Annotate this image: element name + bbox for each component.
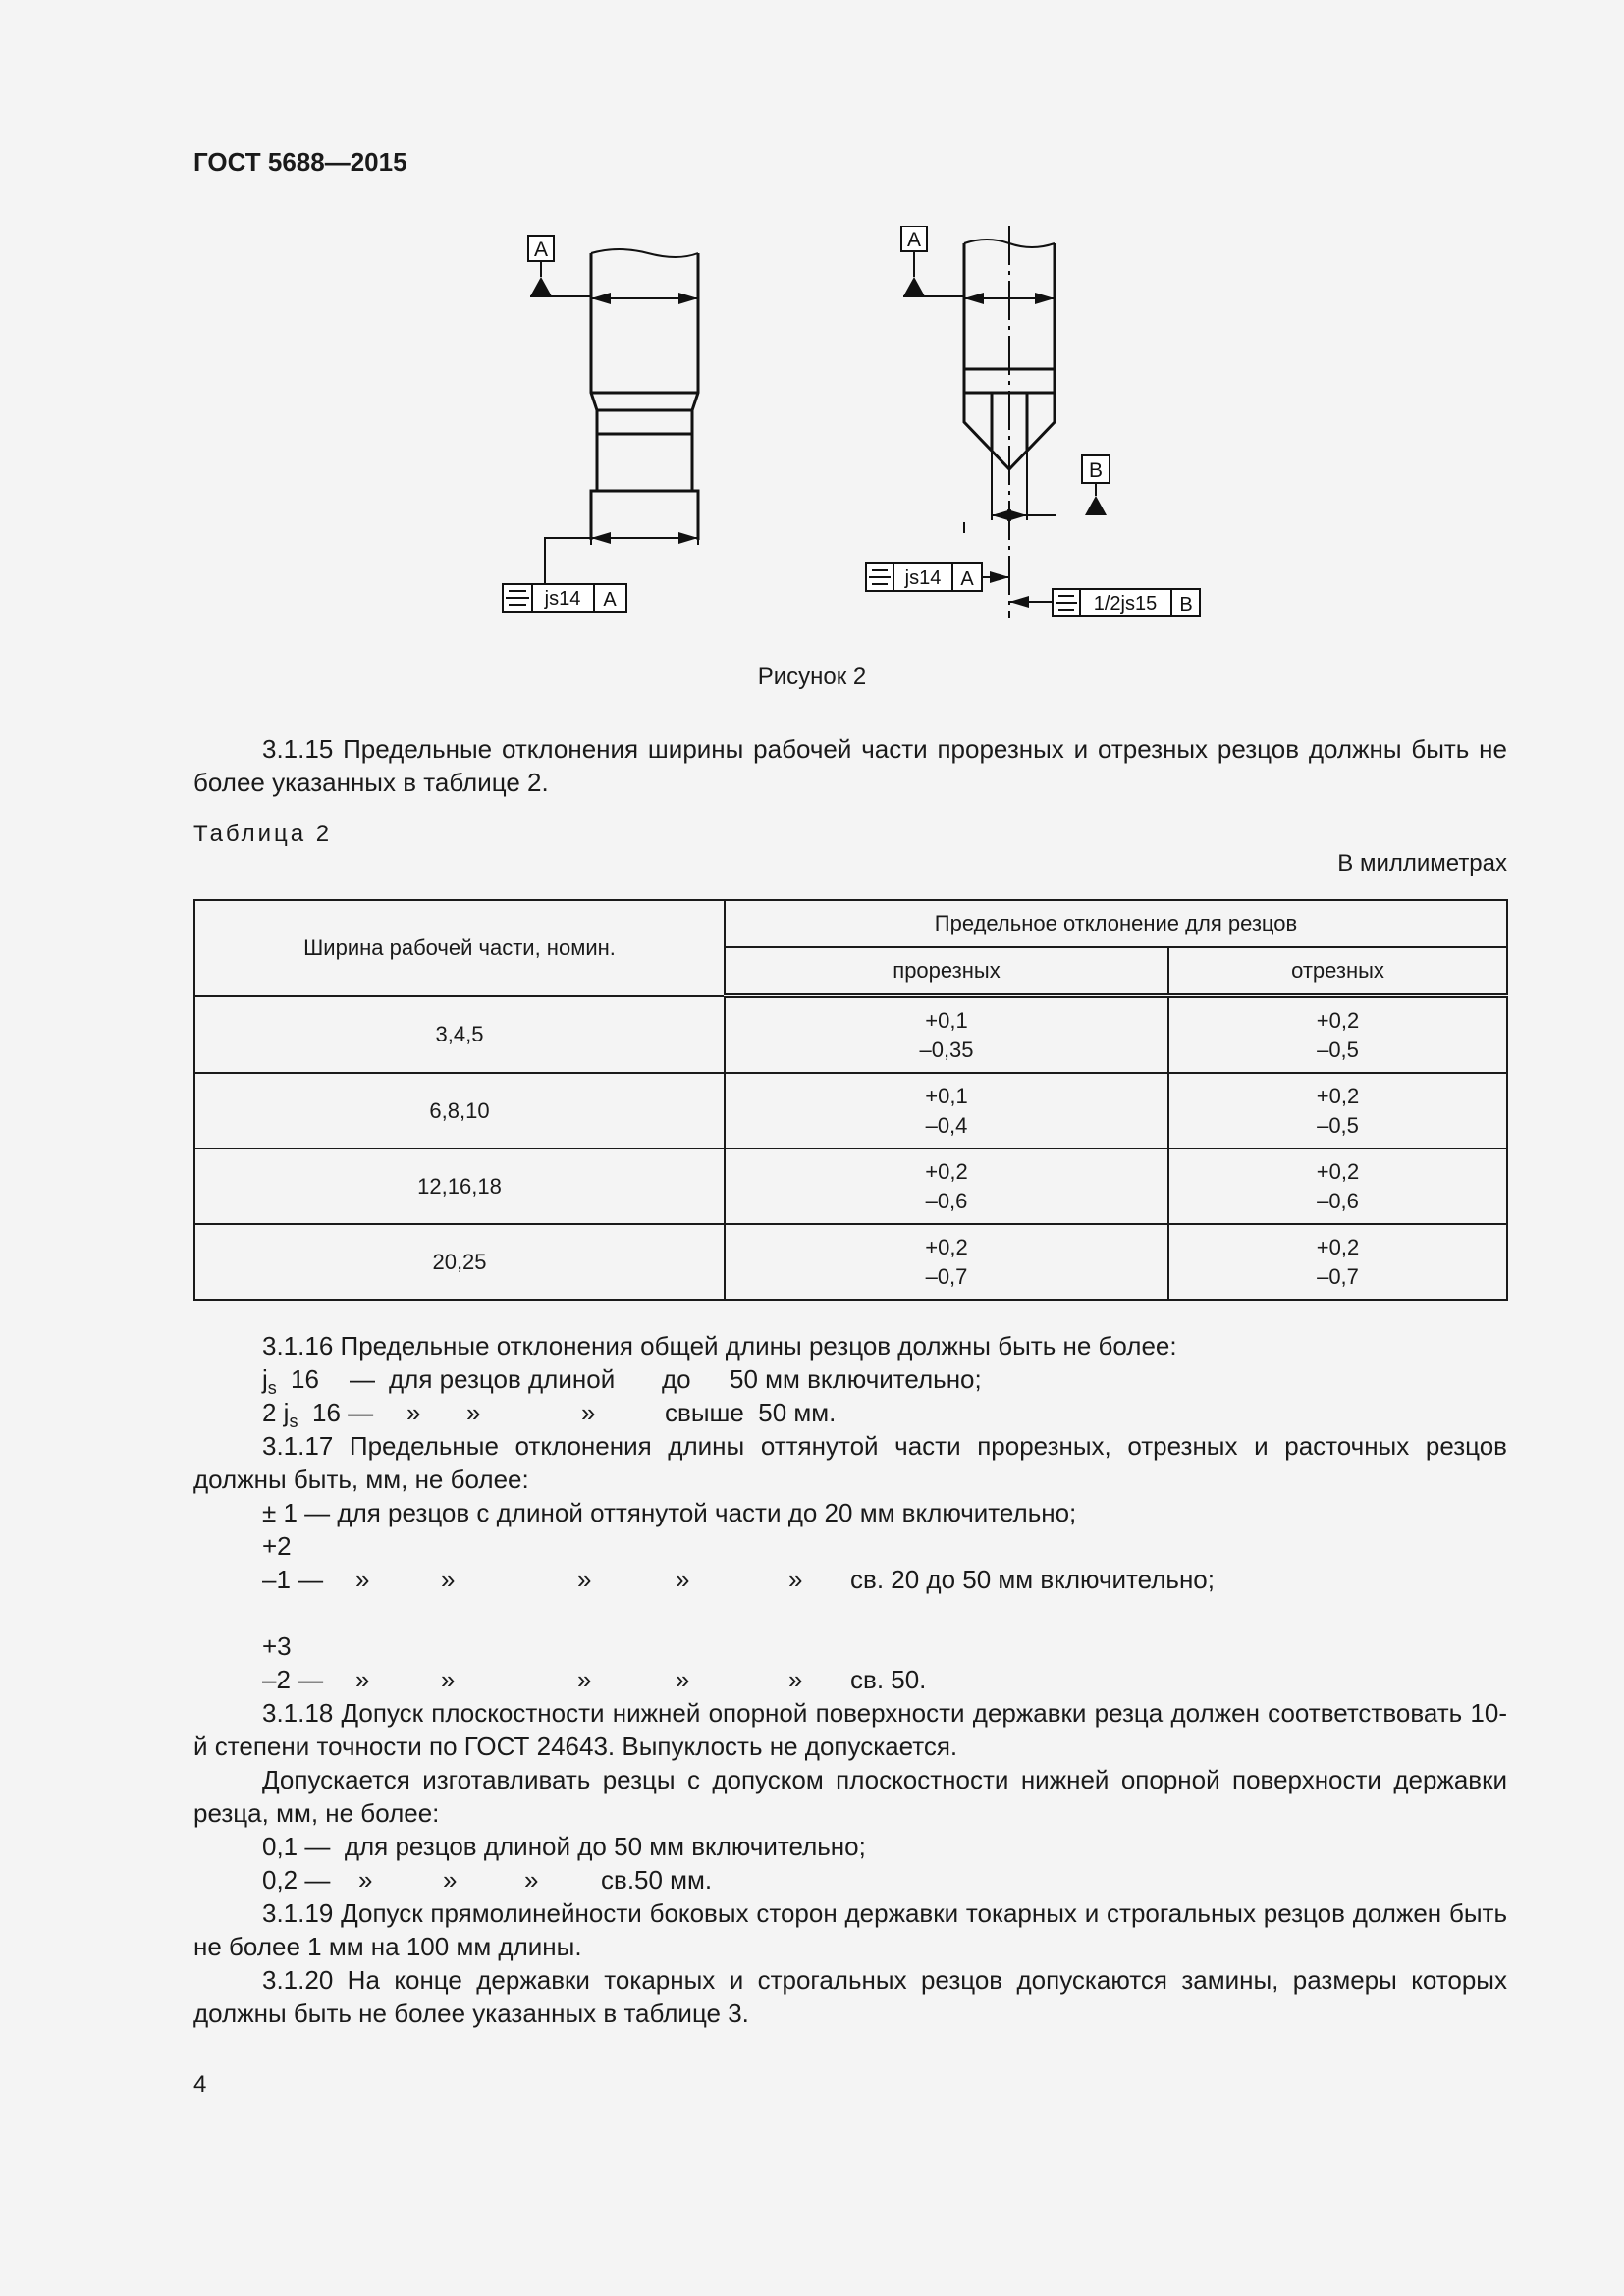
l3-plus: +3 <box>262 1631 292 1661</box>
cell-slot-upper: +0,1 <box>925 1083 968 1108</box>
js2-symbol: 2 j <box>262 1398 290 1427</box>
ditto-mark: » <box>676 1665 690 1694</box>
para-3-1-17-intro: 3.1.17 Предельные отклонения длины оттянутой части прорезных, отрезных и расточных резцов должны быть, мм, не более: <box>193 1431 1507 1494</box>
right-datum-b <box>1082 455 1110 515</box>
col-header-group: Предельное отклонение для резцов <box>725 900 1507 947</box>
datum-a-label: А <box>533 239 549 261</box>
line1-text: для резцов длиной <box>389 1364 616 1394</box>
right-tolerance-frame-2 <box>1009 589 1200 616</box>
ditto-mark: » <box>524 1865 539 1895</box>
cell-cut-upper: +0,2 <box>1316 1234 1360 1259</box>
ditto-mark: » <box>443 1865 458 1895</box>
figure-caption: Рисунок 2 <box>757 664 867 690</box>
para-3-1-18-allow: Допускается изготавливать резцы с допуском плоскостности нижней опорной поверхности державки резца, мм, не более: <box>193 1765 1507 1828</box>
left-tol-ref: А <box>603 589 617 611</box>
datum-b-label: В <box>1088 459 1104 482</box>
l2-plus: +2 <box>262 1531 292 1561</box>
col-header-width: Ширина рабочей части, номин. <box>194 900 725 996</box>
cutter-tolerance-diagram <box>491 226 1237 638</box>
cell-width: 3,4,5 <box>194 996 725 1074</box>
table-row <box>194 996 1507 1074</box>
right-tolerance-frame-1 <box>866 563 1009 591</box>
left-tolerance-frame <box>503 584 626 612</box>
js-subscript: s <box>267 1378 277 1399</box>
l2-minus: –1 — <box>262 1565 324 1594</box>
ditto-mark: » <box>358 1865 373 1895</box>
cell-cut <box>1168 1224 1507 1300</box>
para-3-1-15: 3.1.15 Предельные отклонения ширины рабочей части прорезных и отрезных резцов должны быть не более указанных в таблице 2. <box>193 734 1507 797</box>
right-tol-value-2: 1/2js15 <box>1093 593 1158 614</box>
js-value: 16 <box>291 1364 319 1394</box>
cell-slot <box>725 1224 1168 1300</box>
ditto-mark: » <box>676 1565 690 1594</box>
l3-minus: –2 — <box>262 1665 324 1694</box>
right-cutter <box>964 226 1056 618</box>
cell-cut-lower: –0,5 <box>1317 1112 1359 1138</box>
ditto-mark: » <box>788 1565 803 1594</box>
ditto-mark: » <box>441 1565 456 1594</box>
left-datum-a <box>528 236 591 296</box>
table-2 <box>193 899 1508 1301</box>
datum-a-label-2: А <box>906 229 922 251</box>
para-3-1-20: 3.1.20 На конце державки токарных и строгальных резцов допускаются замины, размеры которых должны быть не более указанных в таблице 3. <box>193 1965 1507 2028</box>
para-3-1-19: 3.1.19 Допуск прямолинейности боковых сторон державки токарных и строгальных резцов должен быть не более 1 мм на 100 мм длины. <box>193 1898 1507 1961</box>
col-header-slot: прорезных <box>725 947 1168 996</box>
figure-2-drawing <box>491 226 1237 638</box>
line1-do: до <box>662 1364 691 1394</box>
cell-slot-upper: +0,1 <box>925 1007 968 1033</box>
cell-slot-lower: –0,6 <box>925 1188 968 1213</box>
ditto-mark: » <box>441 1665 456 1694</box>
js-symbol: j <box>262 1364 268 1394</box>
cell-slot-lower: –0,4 <box>925 1112 968 1138</box>
right-tol-ref-1: А <box>960 568 974 590</box>
cell-cut-upper: +0,2 <box>1316 1083 1360 1108</box>
ditto-mark: » <box>466 1398 481 1427</box>
para-3-1-16-intro: 3.1.16 Предельные отклонения общей длины резцов должны быть не более: <box>262 1331 1177 1361</box>
dash: — <box>350 1364 375 1394</box>
cell-width: 12,16,18 <box>194 1148 725 1224</box>
table-row <box>194 1148 1507 1224</box>
cell-cut <box>1168 1073 1507 1148</box>
js2-subscript: s <box>289 1412 298 1432</box>
ditto-mark: » <box>577 1565 592 1594</box>
left-cutter <box>545 249 698 584</box>
cell-cut <box>1168 1148 1507 1224</box>
cell-slot-lower: –0,35 <box>919 1037 974 1062</box>
para-3-1-18-line1: 0,1 — для резцов длиной до 50 мм включительно; <box>262 1832 866 1861</box>
document-header: ГОСТ 5688—2015 <box>193 147 407 177</box>
line1-end: 50 мм включительно; <box>730 1364 982 1394</box>
l2-end: св. 20 до 50 мм включительно; <box>850 1565 1215 1594</box>
cell-cut-lower: –0,5 <box>1317 1037 1359 1062</box>
cell-cut-lower: –0,6 <box>1317 1188 1359 1213</box>
table-row <box>194 1073 1507 1148</box>
ditto-mark: » <box>577 1665 592 1694</box>
para-3-1-18-line2-end: св.50 мм. <box>601 1865 713 1895</box>
ditto-mark: » <box>355 1665 370 1694</box>
cell-slot <box>725 1148 1168 1224</box>
cell-cut-upper: +0,2 <box>1316 1158 1360 1184</box>
left-tol-value: js14 <box>544 588 581 610</box>
cell-width: 20,25 <box>194 1224 725 1300</box>
cell-cut-upper: +0,2 <box>1316 1007 1360 1033</box>
js2-value: 16 — <box>312 1398 374 1427</box>
ditto-mark: » <box>355 1565 370 1594</box>
cell-cut <box>1168 996 1507 1074</box>
right-datum-a <box>901 226 964 296</box>
table-row <box>194 1224 1507 1300</box>
ditto-mark: » <box>406 1398 421 1427</box>
right-tol-value-1: js14 <box>904 567 942 589</box>
cell-cut-lower: –0,7 <box>1317 1263 1359 1289</box>
cell-slot <box>725 996 1168 1074</box>
table-units: В миллиметрах <box>1337 850 1507 877</box>
l3-end: св. 50. <box>850 1665 927 1694</box>
para-3-1-17-line1: ± 1 — для резцов с длиной оттянутой части до 20 мм включительно; <box>262 1498 1077 1527</box>
table-label: Таблица 2 <box>193 821 333 847</box>
ditto-mark: » <box>788 1665 803 1694</box>
col-header-cut: отрезных <box>1168 947 1507 996</box>
cell-slot <box>725 1073 1168 1148</box>
para-3-1-18-line2-pre: 0,2 — <box>262 1865 331 1895</box>
right-tol-ref-2: В <box>1179 594 1193 615</box>
ditto-mark: » <box>581 1398 596 1427</box>
cell-slot-upper: +0,2 <box>925 1234 968 1259</box>
cell-slot-lower: –0,7 <box>925 1263 968 1289</box>
page-number: 4 <box>193 2071 207 2098</box>
cell-width: 6,8,10 <box>194 1073 725 1148</box>
para-3-1-18: 3.1.18 Допуск плоскостности нижней опорной поверхности державки резца должен соответствовать 10-й степени точности по ГОСТ 24643. Выпуклость не допускается. <box>193 1698 1507 1761</box>
cell-slot-upper: +0,2 <box>925 1158 968 1184</box>
line2-end: свыше 50 мм. <box>665 1398 837 1427</box>
